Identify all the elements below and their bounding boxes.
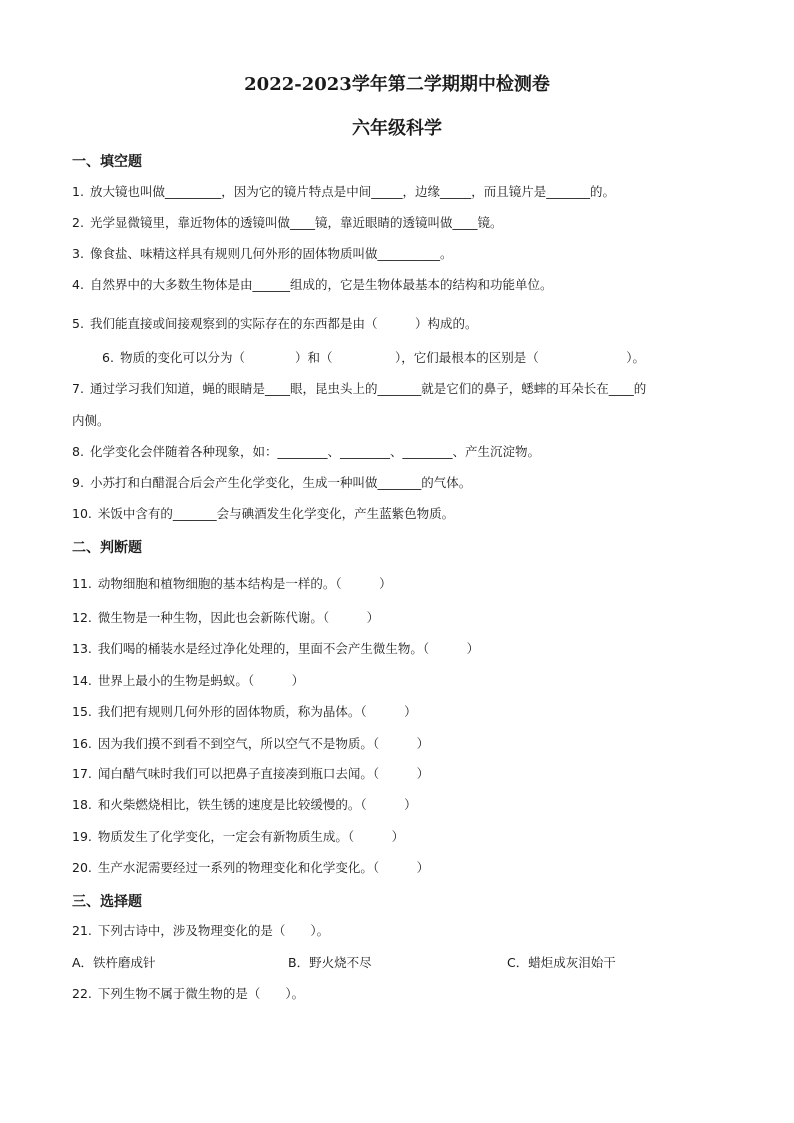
question-21-option-b: B．野火烧不尽 [288,955,372,970]
question-4: 4. 自然界中的大多数生物体是由______组成的，它是生物体最基本的结构和功能单位。 [72,277,553,292]
section-fill-heading: 一、填空题 [72,154,142,170]
question-13: 13. 我们喝的桶装水是经过净化处理的，里面不会产生微生物。（ ） [72,641,480,656]
question-19: 19. 物质发生了化学变化，一定会有新物质生成。（ ） [72,829,405,844]
question-15: 15. 我们把有规则几何外形的固体物质，称为晶体。（ ） [72,704,417,719]
question-3: 3. 像食盐、味精这样具有规则几何外形的固体物质叫做__________。 [72,246,453,261]
question-5: 5. 我们能直接或间接观察到的实际存在的东西都是由（ ）构成的。 [72,316,478,331]
question-10: 10. 米饭中含有的_______会与碘酒发生化学变化，产生蓝紫色物质。 [72,506,455,521]
question-22: 22. 下列生物不属于微生物的是（ ）。 [72,986,305,1001]
exam-title: 2022-2023学年第二学期期中检测卷 [244,74,550,95]
question-9: 9. 小苏打和白醋混合后会产生化学变化，生成一种叫做_______的气体。 [72,475,472,490]
question-21-option-a: A．铁杵磨成针 [72,955,156,970]
question-8: 8. 化学变化会伴随着各种现象，如：________、________、________、产生沉淀物。 [72,444,540,459]
question-14: 14. 世界上最小的生物是蚂蚁。（ ） [72,673,305,688]
question-21: 21. 下列古诗中，涉及物理变化的是（ ）。 [72,923,330,938]
exam-subtitle: 六年级科学 [352,118,442,139]
question-12: 12. 微生物是一种生物，因此也会新陈代谢。（ ） [72,610,380,625]
section-judge-heading: 二、判断题 [72,540,142,556]
question-1: 1. 放大镜也叫做_________，因为它的镜片特点是中间_____，边缘_____，而且镜片是_______的。 [72,184,615,199]
question-18: 18. 和火柴燃烧相比，铁生锈的速度是比较缓慢的。（ ） [72,797,417,812]
question-2: 2. 光学显微镜里，靠近物体的透镜叫做____镜，靠近眼睛的透镜叫做____镜。 [72,215,503,230]
question-6: 6. 物质的变化可以分为（ ）和（ ），它们最根本的区别是（ ）。 [102,350,645,365]
question-11: 11. 动物细胞和植物细胞的基本结构是一样的。（ ） [72,576,392,591]
question-7: 7. 通过学习我们知道，蝇的眼睛是____眼，昆虫头上的_______就是它们的鼻子，蟋蟀的耳朵长在____的 [72,381,647,396]
question-17: 17. 闻白醋气味时我们可以把鼻子直接凑到瓶口去闻。（ ） [72,766,430,781]
question-20: 20. 生产水泥需要经过一系列的物理变化和化学变化。（ ） [72,860,430,875]
question-7-continued: 内侧。 [72,413,110,428]
section-choice-heading: 三、选择题 [72,894,142,910]
question-21-option-c: C．蜡炬成灰泪始干 [507,955,616,970]
question-16: 16. 因为我们摸不到看不到空气，所以空气不是物质。（ ） [72,736,430,751]
